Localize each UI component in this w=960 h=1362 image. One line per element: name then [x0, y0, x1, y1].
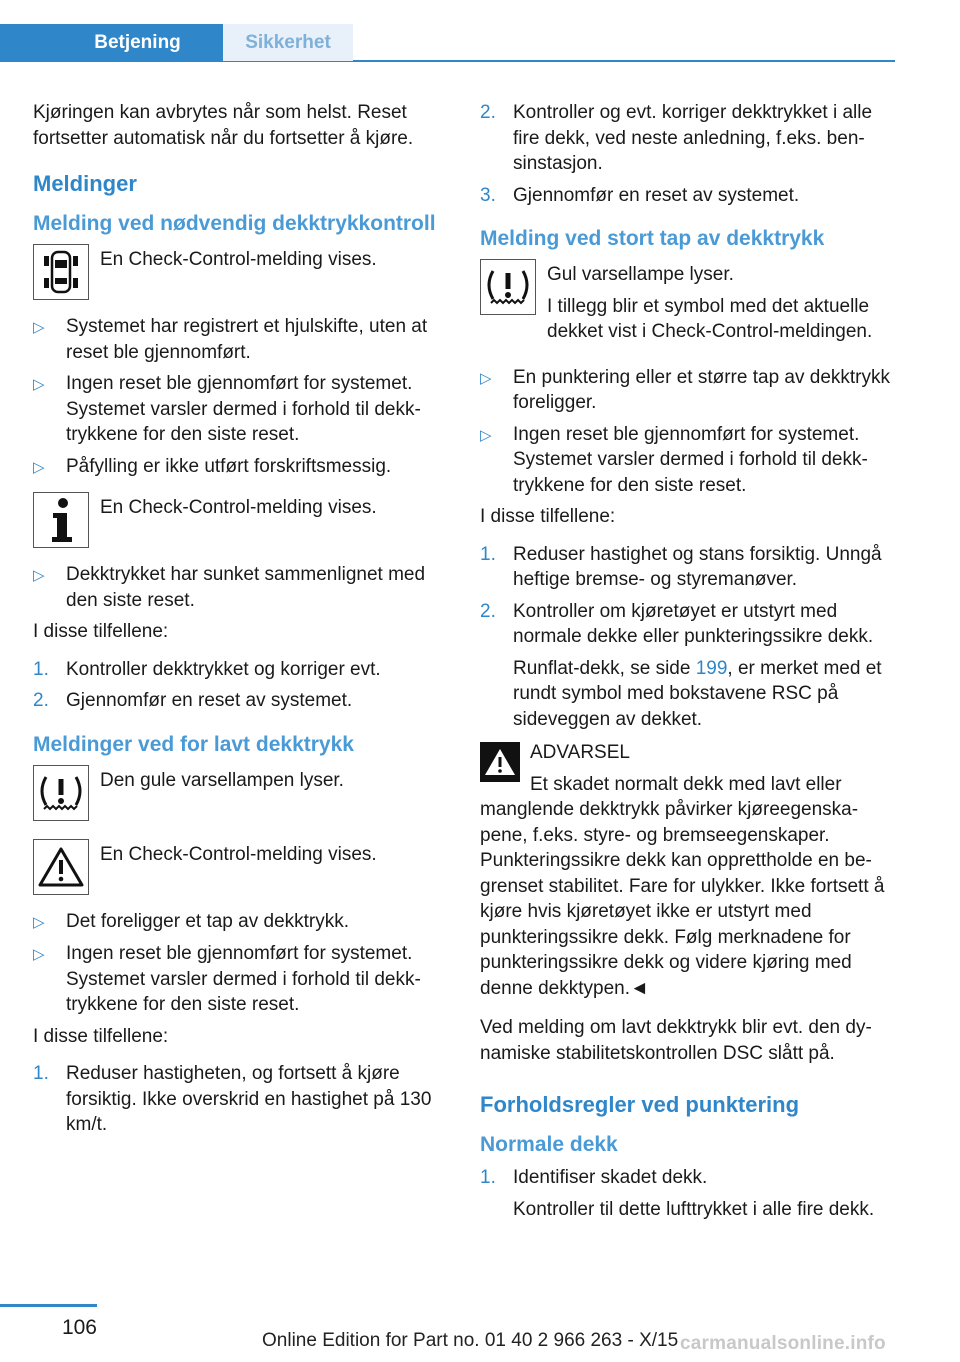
triangle-bullet-icon: ▷ — [480, 369, 492, 387]
icon-row-tpms — [33, 765, 448, 821]
heading-meldinger: Meldinger — [33, 171, 137, 196]
heading-stort-tap: Melding ved stort tap av dekktrykk — [480, 227, 825, 250]
list-item: ▷ Det foreligger et tap av dekktrykk. — [33, 909, 448, 936]
watermark: carmanualsonline.info — [680, 1333, 886, 1354]
icon-row-info — [33, 492, 448, 548]
step-sub-text: Kontroller til dette lufttrykket i alle fire dekk. — [513, 1198, 875, 1220]
yellow-lamp-text: Den gule varsellampen lyser. — [100, 769, 344, 791]
info-icon — [33, 492, 89, 548]
intro-paragraph: Kjøringen kan avbrytes når som helst. Reset fortsetter automatisk når du fortsetter å kjøre. — [33, 102, 414, 149]
steps-normale — [480, 1165, 895, 1191]
tilfellene-label: I disse tilfellene: — [480, 506, 616, 527]
list-item: 1. Kontroller dekktrykket og korriger evt. — [33, 658, 381, 680]
edition-line: Online Edition for Part no. 01 40 2 966 263 - X/15 — [262, 1330, 679, 1351]
page-number-rule — [0, 1304, 97, 1307]
advarsel-text: Et skadet normalt dekk med lavt eller manglende dekktrykk påvirker kjøreegenskapene, f.eks. styre- og bremseegenskaper. Punkteringssikre dekk kan opprettholde en begrenset stabilitet. Fare for ulykker. Ikke fortsett å kjøre hvis kjøretøyet ikke er utstyrt med punkteringssikre dekk. Følg merknadene for punkteringssikre dekk og videre kjøring med denne dekktypen.◄ — [480, 773, 885, 999]
car-tire-icon — [33, 244, 89, 300]
cc-message-3: En Check-Control-melding vises. — [100, 843, 377, 865]
list-item: ▷ Ingen reset ble gjennomført for systemet. Systemet varsler dermed i forhold til dekktrykkene for den siste reset. — [480, 422, 895, 499]
triangle-bullet-icon: ▷ — [33, 946, 45, 963]
triangle-bullet-icon: ▷ — [480, 426, 492, 444]
tire-pressure-warning-icon — [33, 765, 89, 821]
heading-lavt-dekktrykk: Meldinger ved for lavt dekktrykk — [33, 732, 354, 756]
triangle-bullet-icon: ▷ — [33, 913, 45, 931]
runflat-note: Runflat-dekk, se side 199, er merket med et rundt symbol med bokstavene RSC på sideveggen av dekket. — [513, 657, 882, 730]
heading-forholdsregler: Forholdsregler ved punktering — [480, 1092, 800, 1117]
cc-message-2: En Check-Control-melding vises. — [100, 497, 377, 518]
list-item: 2. Gjennomfør en reset av systemet. — [33, 690, 353, 711]
tab-sikkerhet[interactable]: Sikkerhet — [223, 24, 353, 61]
list-item: ▷ Ingen reset ble gjennomført for systemet. Systemet varsler dermed i forhold til dekktrykkene for den siste reset. — [33, 371, 448, 448]
dsc-paragraph: Ved melding om lavt dekktrykk blir evt. den dynamiske stabilitetskontrollen DSC slått på. — [480, 1017, 872, 1064]
right-column — [480, 100, 895, 1228]
tilfellene-label: I disse tilfellene: — [33, 1025, 169, 1047]
icon-row-warning — [33, 839, 448, 895]
bullets-2 — [33, 562, 448, 613]
list-item: ▷ Systemet har registrert et hjulskifte, uten at reset ble gjennomført. — [33, 314, 448, 365]
cc-message-1: En Check-Control-melding vises. — [100, 249, 377, 270]
steps-top — [480, 100, 895, 208]
steps-2 — [33, 1061, 448, 1138]
list-item: 3. Gjennomfør en reset av systemet. — [480, 184, 800, 206]
symbol-text: I tillegg blir et symbol med det aktuelle dekket vist i Check-Control-meldingen. — [547, 295, 873, 342]
tire-pressure-warning-icon — [480, 259, 536, 315]
steps-1 — [33, 657, 448, 714]
icon-row-car — [33, 244, 448, 300]
warning-triangle-icon — [33, 839, 89, 895]
heading-normale-dekk: Normale dekk — [480, 1133, 618, 1156]
page-number: 106 — [61, 1316, 97, 1339]
list-item: 1. Identifiser skadet dekk. — [480, 1167, 708, 1188]
triangle-bullet-icon: ▷ — [33, 458, 45, 476]
bullets-right — [480, 365, 895, 499]
page-link-199[interactable]: 199 — [695, 657, 728, 679]
icon-row-tpms-right — [480, 259, 895, 351]
warning-triangle-icon — [480, 742, 520, 782]
tilfellene-label: I disse tilfellene: — [33, 621, 169, 642]
section-tabs — [0, 24, 895, 62]
list-item: 1. Reduser hastigheten, og fortsett å kjøre forsiktig. Ikke overskrid en hastighet på 130 km/t. — [33, 1063, 432, 1135]
list-item: ▷ Påfylling er ikke utført forskriftsmessig. — [33, 454, 448, 481]
list-item: ▷ Dekktrykket har sunket sammenlignet med den siste reset. — [33, 562, 448, 613]
list-item: ▷ Ingen reset ble gjennomført for systemet. Systemet varsler dermed i forhold til dekktrykkene for den siste reset. — [33, 941, 448, 1018]
left-column — [33, 100, 448, 1144]
bullets-1 — [33, 314, 448, 480]
list-item: ▷ En punktering eller et større tap av dekktrykk foreligger. — [480, 365, 895, 416]
steps-right — [480, 542, 895, 650]
list-item: 2. Kontroller om kjøretøyet er utstyrt med normale dekke eller punkteringssikre dekk. — [480, 600, 874, 647]
triangle-bullet-icon: ▷ — [33, 319, 45, 336]
triangle-bullet-icon: ▷ — [33, 567, 45, 584]
list-item: 1. Reduser hastighet og stans forsiktig. Unngå heftige bremse- og styremanøver. — [480, 543, 882, 590]
yellow-lamp-text: Gul varsellampe lyser. — [547, 264, 734, 285]
advarsel-title: ADVARSEL — [530, 742, 630, 763]
tab-betjening[interactable]: Betjening — [0, 24, 223, 61]
bullets-3 — [33, 909, 448, 1018]
advarsel-block — [480, 740, 895, 1001]
triangle-bullet-icon: ▷ — [33, 376, 45, 393]
list-item: 2. Kontroller og evt. korriger dekktrykket i alle fire dekk, ved neste anledning, f.eks. bensinstasjon. — [480, 102, 873, 174]
heading-nodvendig-kontroll: Melding ved nødvendig dekktrykkontroll — [33, 212, 436, 235]
